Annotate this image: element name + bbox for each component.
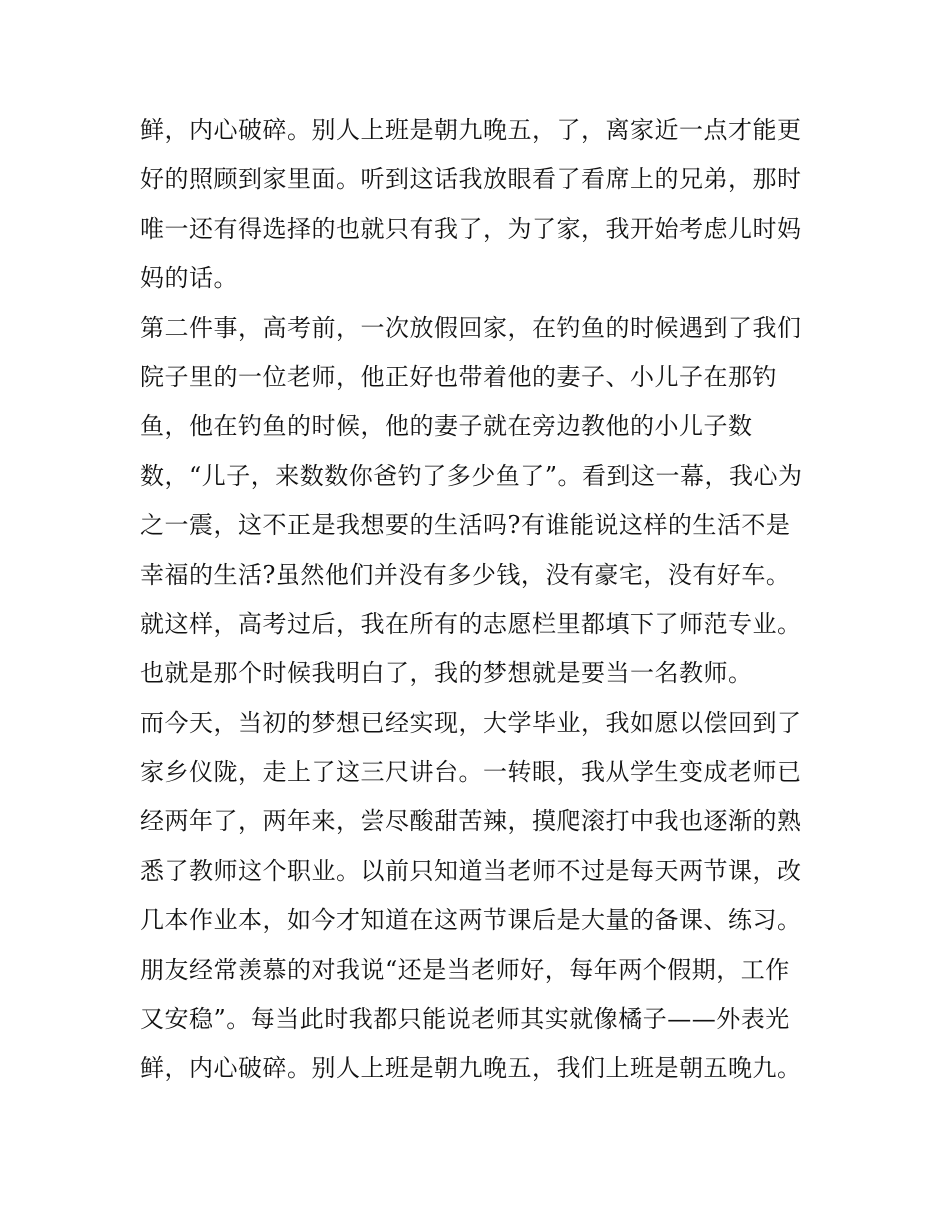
- text-line: 几本作业本，如今才知道在这两节课后是大量的备课、练习。: [140, 906, 802, 935]
- text-line: 经两年了，两年来，尝尽酸甜苦辣，摸爬滚打中我也逐渐的熟: [140, 807, 802, 836]
- text-line: 鲜，内心破碎。别人上班是朝九晚五，我们上班是朝五晚九。: [140, 1054, 802, 1083]
- body-text: [140, 106, 820, 1094]
- text-line: 鲜，内心破碎。别人上班是朝九晚五，了，离家近一点才能更: [140, 116, 802, 144]
- text-line: 院子里的一位老师，他正好也带着他的妻子、小儿子在那钓: [140, 362, 777, 391]
- text-line: 数，“儿子，来数数你爸钓了多少鱼了”。看到这一幕，我心为: [140, 461, 803, 490]
- text-line: 第二件事，高考前，一次放假回家，在钓鱼的时候遇到了我们: [140, 313, 802, 342]
- text-line: 悉了教师这个职业。以前只知道当老师不过是每天两节课，改: [140, 856, 802, 885]
- text-line: 之一震，这不正是我想要的生活吗?有谁能说这样的生活不是: [140, 511, 791, 540]
- text-line: 朋友经常羡慕的对我说“还是当老师好，每年两个假期，工作: [140, 955, 790, 984]
- text-line: 而今天，当初的梦想已经实现，大学毕业，我如愿以偿回到了: [140, 708, 802, 737]
- text-line: 妈的话。: [140, 264, 238, 293]
- text-line: 家乡仪陇，走上了这三尺讲台。一转眼，我从学生变成老师已: [140, 758, 802, 787]
- text-line: 就这样，高考过后，我在所有的志愿栏里都填下了师范专业。: [140, 609, 802, 638]
- text-line: 幸福的生活?虽然他们并没有多少钱，没有豪宅，没有好车。: [140, 560, 791, 589]
- text-line: 也就是那个时候我明白了，我的梦想就是要当一名教师。: [140, 659, 753, 688]
- text-line: 好的照顾到家里面。听到这话我放眼看了看席上的兄弟，那时: [140, 165, 802, 194]
- text-line: 又安稳”。每当此时我都只能说老师其实就像橘子——外表光: [140, 1005, 790, 1034]
- text-line: 鱼，他在钓鱼的时候，他的妻子就在旁边教他的小儿子数: [140, 412, 753, 441]
- text-line: 唯一还有得选择的也就只有我了，为了家，我开始考虑儿时妈: [140, 214, 802, 243]
